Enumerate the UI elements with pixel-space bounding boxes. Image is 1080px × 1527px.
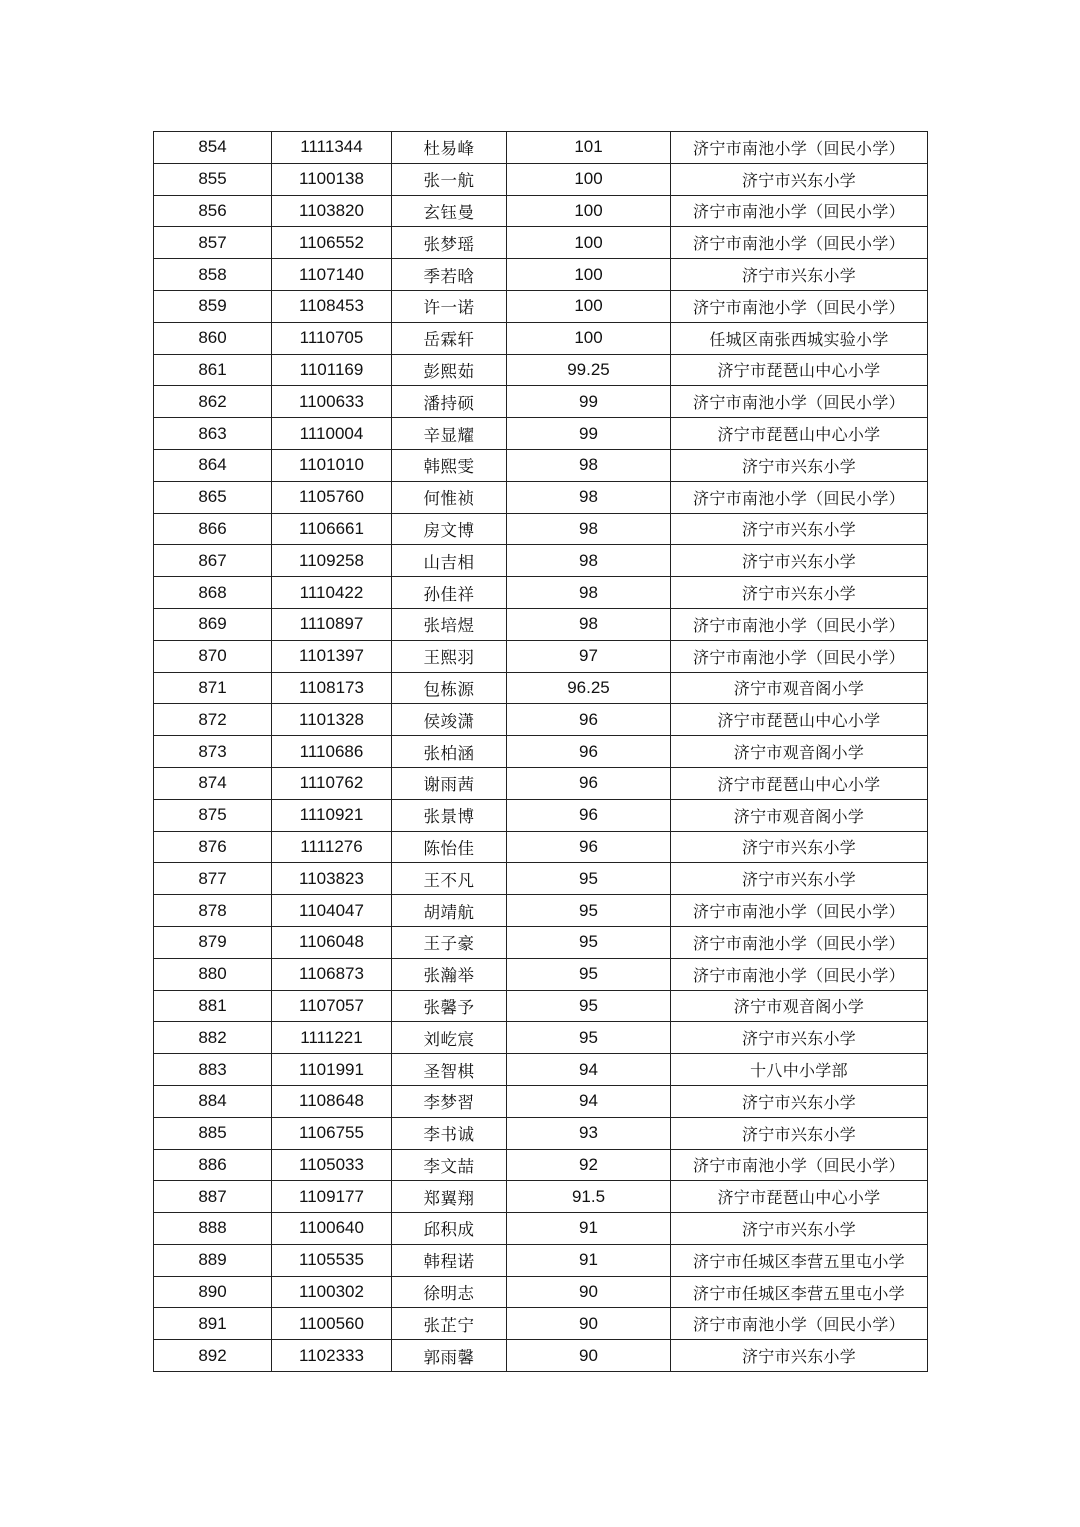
table-row [154,132,928,164]
cell-student-name: 潘持硕 [392,386,507,418]
cell-school: 济宁市南池小学（回民小学） [671,1308,928,1340]
cell-score: 98 [507,577,671,609]
cell-school: 济宁市南池小学（回民小学） [671,958,928,990]
cell-score: 98 [507,481,671,513]
table-row [154,290,928,322]
table-row [154,1213,928,1245]
cell-school: 济宁市琵琶山中心小学 [671,354,928,386]
cell-score: 96 [507,736,671,768]
table-row [154,259,928,291]
table-row [154,704,928,736]
cell-rank: 873 [154,736,272,768]
cell-rank: 884 [154,1085,272,1117]
cell-student-name: 岳霖轩 [392,322,507,354]
cell-school: 济宁市兴东小学 [671,1117,928,1149]
cell-student-name: 张馨予 [392,990,507,1022]
cell-school: 济宁市观音阁小学 [671,672,928,704]
cell-exam-id: 1110897 [272,608,392,640]
table-row [154,513,928,545]
cell-school: 济宁市南池小学（回民小学） [671,290,928,322]
cell-rank: 864 [154,449,272,481]
cell-school: 济宁市兴东小学 [671,1340,928,1372]
cell-school: 济宁市南池小学（回民小学） [671,640,928,672]
table-row [154,545,928,577]
cell-student-name: 李梦習 [392,1085,507,1117]
cell-rank: 877 [154,863,272,895]
cell-student-name: 郑翼翔 [392,1181,507,1213]
table-row [154,640,928,672]
cell-school: 济宁市琵琶山中心小学 [671,704,928,736]
cell-score: 91.5 [507,1181,671,1213]
cell-student-name: 韩程诺 [392,1244,507,1276]
cell-rank: 874 [154,767,272,799]
cell-score: 95 [507,958,671,990]
table-row [154,990,928,1022]
cell-student-name: 辛显耀 [392,418,507,450]
cell-rank: 856 [154,195,272,227]
cell-student-name: 包栋源 [392,672,507,704]
cell-school: 济宁市南池小学（回民小学） [671,1149,928,1181]
cell-student-name: 许一诺 [392,290,507,322]
cell-exam-id: 1105760 [272,481,392,513]
cell-rank: 863 [154,418,272,450]
cell-exam-id: 1108453 [272,290,392,322]
cell-exam-id: 1109177 [272,1181,392,1213]
cell-student-name: 玄钰曼 [392,195,507,227]
cell-exam-id: 1101328 [272,704,392,736]
cell-exam-id: 1109258 [272,545,392,577]
cell-rank: 885 [154,1117,272,1149]
cell-rank: 888 [154,1213,272,1245]
cell-exam-id: 1110762 [272,767,392,799]
cell-school: 济宁市南池小学（回民小学） [671,227,928,259]
cell-rank: 887 [154,1181,272,1213]
table-row [154,608,928,640]
table-row [154,1244,928,1276]
cell-rank: 855 [154,163,272,195]
cell-rank: 868 [154,577,272,609]
cell-exam-id: 1106048 [272,926,392,958]
cell-exam-id: 1100138 [272,163,392,195]
cell-school: 济宁市兴东小学 [671,449,928,481]
cell-rank: 866 [154,513,272,545]
cell-score: 99.25 [507,354,671,386]
cell-school: 济宁市南池小学（回民小学） [671,608,928,640]
cell-student-name: 谢雨茜 [392,767,507,799]
cell-exam-id: 1103823 [272,863,392,895]
cell-rank: 878 [154,895,272,927]
cell-student-name: 邱积成 [392,1213,507,1245]
cell-school: 济宁市任城区李营五里屯小学 [671,1276,928,1308]
cell-exam-id: 1106873 [272,958,392,990]
cell-school: 济宁市任城区李营五里屯小学 [671,1244,928,1276]
cell-score: 94 [507,1085,671,1117]
cell-school: 济宁市观音阁小学 [671,990,928,1022]
cell-exam-id: 1111344 [272,132,392,164]
cell-score: 100 [507,322,671,354]
table-row [154,1022,928,1054]
cell-exam-id: 1100633 [272,386,392,418]
cell-student-name: 胡靖航 [392,895,507,927]
cell-rank: 865 [154,481,272,513]
cell-score: 96 [507,831,671,863]
table-row [154,449,928,481]
cell-rank: 876 [154,831,272,863]
cell-school: 济宁市观音阁小学 [671,799,928,831]
table-row [154,1054,928,1086]
cell-student-name: 圣智棋 [392,1054,507,1086]
cell-score: 90 [507,1340,671,1372]
table-row [154,1181,928,1213]
cell-rank: 889 [154,1244,272,1276]
cell-score: 100 [507,163,671,195]
cell-student-name: 季若晗 [392,259,507,291]
cell-school: 济宁市南池小学（回民小学） [671,195,928,227]
cell-exam-id: 1106661 [272,513,392,545]
cell-exam-id: 1102333 [272,1340,392,1372]
cell-exam-id: 1111276 [272,831,392,863]
table-row [154,1276,928,1308]
cell-score: 97 [507,640,671,672]
cell-rank: 892 [154,1340,272,1372]
cell-exam-id: 1110422 [272,577,392,609]
cell-score: 98 [507,513,671,545]
cell-student-name: 房文博 [392,513,507,545]
cell-exam-id: 1104047 [272,895,392,927]
cell-score: 93 [507,1117,671,1149]
cell-score: 92 [507,1149,671,1181]
cell-rank: 867 [154,545,272,577]
cell-student-name: 陈怡佳 [392,831,507,863]
table-row [154,163,928,195]
cell-student-name: 徐明志 [392,1276,507,1308]
cell-student-name: 何惟祯 [392,481,507,513]
cell-school: 济宁市兴东小学 [671,163,928,195]
table-row [154,736,928,768]
cell-rank: 869 [154,608,272,640]
cell-school: 济宁市南池小学（回民小学） [671,926,928,958]
cell-score: 95 [507,863,671,895]
cell-score: 98 [507,545,671,577]
table-row [154,958,928,990]
cell-rank: 891 [154,1308,272,1340]
cell-school: 济宁市兴东小学 [671,259,928,291]
cell-school: 济宁市兴东小学 [671,1022,928,1054]
table-row [154,322,928,354]
cell-rank: 862 [154,386,272,418]
cell-student-name: 张景博 [392,799,507,831]
cell-rank: 857 [154,227,272,259]
cell-rank: 879 [154,926,272,958]
cell-rank: 881 [154,990,272,1022]
table-row [154,1117,928,1149]
table-row [154,1149,928,1181]
cell-student-name: 张培煜 [392,608,507,640]
cell-exam-id: 1111221 [272,1022,392,1054]
cell-student-name: 李书诚 [392,1117,507,1149]
table-row [154,1308,928,1340]
cell-score: 96 [507,767,671,799]
cell-rank: 860 [154,322,272,354]
cell-score: 96.25 [507,672,671,704]
cell-score: 90 [507,1308,671,1340]
table-row [154,418,928,450]
cell-exam-id: 1105033 [272,1149,392,1181]
cell-exam-id: 1107140 [272,259,392,291]
cell-student-name: 张瀚举 [392,958,507,990]
cell-school: 济宁市南池小学（回民小学） [671,895,928,927]
table-row [154,863,928,895]
cell-student-name: 王子豪 [392,926,507,958]
cell-student-name: 李文喆 [392,1149,507,1181]
cell-exam-id: 1101010 [272,449,392,481]
table-row [154,767,928,799]
cell-score: 94 [507,1054,671,1086]
cell-exam-id: 1108648 [272,1085,392,1117]
cell-student-name: 刘屹宸 [392,1022,507,1054]
cell-rank: 875 [154,799,272,831]
cell-exam-id: 1101169 [272,354,392,386]
cell-score: 100 [507,259,671,291]
cell-exam-id: 1100560 [272,1308,392,1340]
cell-rank: 880 [154,958,272,990]
results-table [153,131,928,1372]
table-row [154,354,928,386]
cell-exam-id: 1106552 [272,227,392,259]
cell-score: 95 [507,926,671,958]
cell-student-name: 郭雨馨 [392,1340,507,1372]
cell-score: 95 [507,895,671,927]
results-table-body [154,132,928,1372]
cell-exam-id: 1106755 [272,1117,392,1149]
cell-school: 济宁市兴东小学 [671,545,928,577]
cell-student-name: 侯竣潇 [392,704,507,736]
cell-score: 91 [507,1213,671,1245]
cell-exam-id: 1110686 [272,736,392,768]
cell-school: 济宁市兴东小学 [671,1085,928,1117]
cell-score: 99 [507,418,671,450]
table-row [154,895,928,927]
cell-student-name: 杜易峰 [392,132,507,164]
cell-school: 济宁市观音阁小学 [671,736,928,768]
table-row [154,481,928,513]
cell-score: 99 [507,386,671,418]
cell-rank: 870 [154,640,272,672]
table-row [154,799,928,831]
cell-score: 91 [507,1244,671,1276]
cell-exam-id: 1107057 [272,990,392,1022]
cell-rank: 890 [154,1276,272,1308]
cell-rank: 872 [154,704,272,736]
cell-student-name: 张梦瑶 [392,227,507,259]
cell-student-name: 山吉相 [392,545,507,577]
cell-score: 98 [507,449,671,481]
cell-student-name: 张柏涵 [392,736,507,768]
cell-rank: 858 [154,259,272,291]
cell-school: 十八中小学部 [671,1054,928,1086]
cell-student-name: 孙佳祥 [392,577,507,609]
cell-rank: 859 [154,290,272,322]
cell-school: 济宁市南池小学（回民小学） [671,481,928,513]
table-row [154,1085,928,1117]
table-row [154,672,928,704]
cell-school: 济宁市兴东小学 [671,863,928,895]
cell-score: 100 [507,227,671,259]
cell-exam-id: 1100302 [272,1276,392,1308]
cell-rank: 854 [154,132,272,164]
cell-rank: 882 [154,1022,272,1054]
table-row [154,1340,928,1372]
cell-school: 济宁市兴东小学 [671,513,928,545]
table-row [154,831,928,863]
cell-score: 100 [507,290,671,322]
cell-exam-id: 1100640 [272,1213,392,1245]
cell-school: 济宁市琵琶山中心小学 [671,418,928,450]
cell-exam-id: 1108173 [272,672,392,704]
cell-rank: 861 [154,354,272,386]
cell-school: 济宁市琵琶山中心小学 [671,1181,928,1213]
cell-score: 96 [507,799,671,831]
cell-student-name: 张芷宁 [392,1308,507,1340]
cell-school: 任城区南张西城实验小学 [671,322,928,354]
cell-exam-id: 1101991 [272,1054,392,1086]
cell-student-name: 王熙羽 [392,640,507,672]
cell-rank: 886 [154,1149,272,1181]
table-row [154,227,928,259]
cell-score: 100 [507,195,671,227]
cell-exam-id: 1110921 [272,799,392,831]
cell-exam-id: 1103820 [272,195,392,227]
cell-score: 95 [507,990,671,1022]
cell-score: 98 [507,608,671,640]
table-row [154,195,928,227]
table-row [154,386,928,418]
cell-exam-id: 1110705 [272,322,392,354]
cell-score: 101 [507,132,671,164]
cell-exam-id: 1110004 [272,418,392,450]
cell-school: 济宁市兴东小学 [671,577,928,609]
cell-school: 济宁市兴东小学 [671,831,928,863]
cell-school: 济宁市南池小学（回民小学） [671,386,928,418]
cell-student-name: 韩熙雯 [392,449,507,481]
cell-score: 96 [507,704,671,736]
cell-rank: 871 [154,672,272,704]
cell-school: 济宁市琵琶山中心小学 [671,767,928,799]
cell-rank: 883 [154,1054,272,1086]
cell-student-name: 张一航 [392,163,507,195]
cell-school: 济宁市南池小学（回民小学） [671,132,928,164]
cell-student-name: 王不凡 [392,863,507,895]
cell-exam-id: 1101397 [272,640,392,672]
cell-school: 济宁市兴东小学 [671,1213,928,1245]
cell-exam-id: 1105535 [272,1244,392,1276]
cell-score: 95 [507,1022,671,1054]
table-row [154,926,928,958]
cell-student-name: 彭熙茹 [392,354,507,386]
table-row [154,577,928,609]
cell-score: 90 [507,1276,671,1308]
